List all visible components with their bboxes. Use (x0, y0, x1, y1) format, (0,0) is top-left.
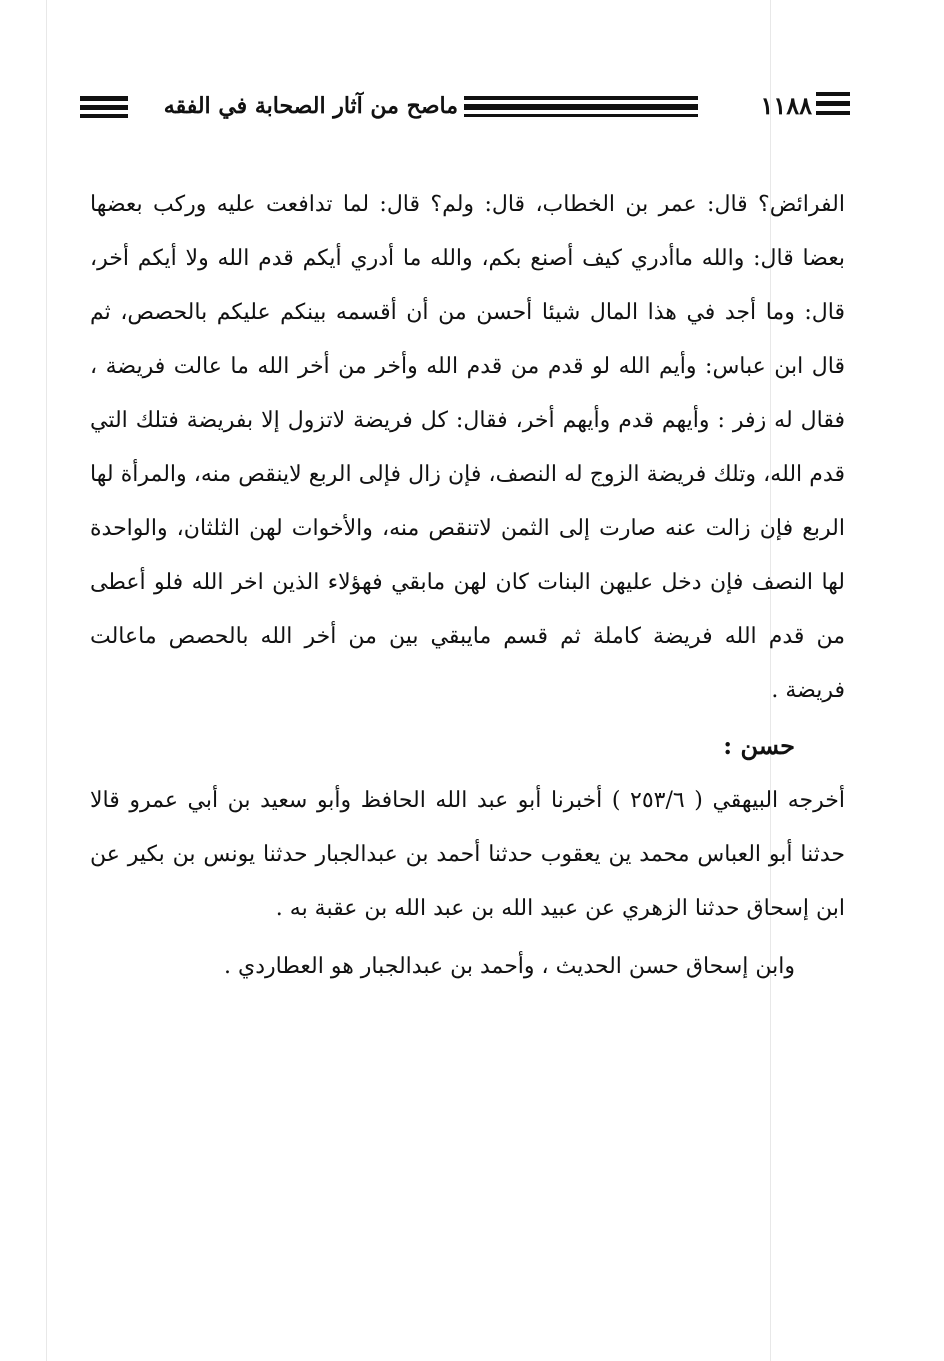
header-rule (464, 114, 698, 117)
header-rule (464, 104, 698, 110)
header-ornament-right (816, 92, 850, 96)
running-title: ماصح من آثار الصحابة في الفقه (163, 93, 458, 119)
grading-heading: حسن : (723, 731, 795, 760)
body-paragraph: الفرائض؟ قال: عمر بن الخطاب، قال: ولم؟ قال: لما تدافعت عليه وركب بعضها بعضا قال: والله ماأدري كيف أصنع بكم، والله ما أدري أيكم قدم الله ولا أيكم أخر، قال: وما أجد في هذا المال شيئا أحسن من أن أقسمه بينكم عليكم بالحصص، ثم قال ابن عباس: وأيم الله لو قدم من قدم الله وأخر من أخر الله ما عالت فريضة ، فقال له زفر : وأيهم قدم وأيهم أخر، فقال: كل فريضة لاتزول إلا بفريضة فتلك التي قدم الله، وتلك فريضة الزوج له النصف، فإن زال فإلى الربع لاينقص منه، والمرأة لها الربع فإن زالت عنه صارت إلى الثمن لاتنقص منه، والأخوات لهن الثلثان، والواحدة لها النصف فإن دخل عليهن البنات كان لهن مابقي فهؤلاء الذين اخر الله فلو أعطى من قدم الله فريضة كاملة ثم قسم مايبقي بين من أخر الله بالحصص ماعالت فريضة . (90, 192, 845, 703)
page-body (90, 178, 845, 994)
page-header (80, 88, 850, 128)
header-rule (464, 96, 698, 100)
header-ornament-left (80, 96, 128, 101)
header-ornament-left (80, 114, 128, 118)
header-ornament-left (80, 105, 128, 110)
scan-artifact-line (46, 0, 47, 1361)
header-ornament-right (816, 101, 850, 106)
narrator-note-paragraph: وابن إسحاق حسن الحديث ، وأحمد بن عبدالجبار هو العطاردي . (224, 954, 795, 979)
page-number: ١١٨٨ (760, 91, 812, 120)
takhrij-paragraph: أخرجه البيهقي ( ٢٥٣/٦ ) أخبرنا أبو عبد الله الحافظ وأبو سعيد بن أبي عمرو قالا حدثنا أبو العباس محمد ين يعقوب حدثنا أحمد بن عبدالجبار حدثنا يونس بن بكير عن ابن إسحاق حدثنا الزهري عن عبيد الله بن عبد الله بن عقبة به . (90, 788, 845, 921)
header-ornament-right (816, 111, 850, 115)
